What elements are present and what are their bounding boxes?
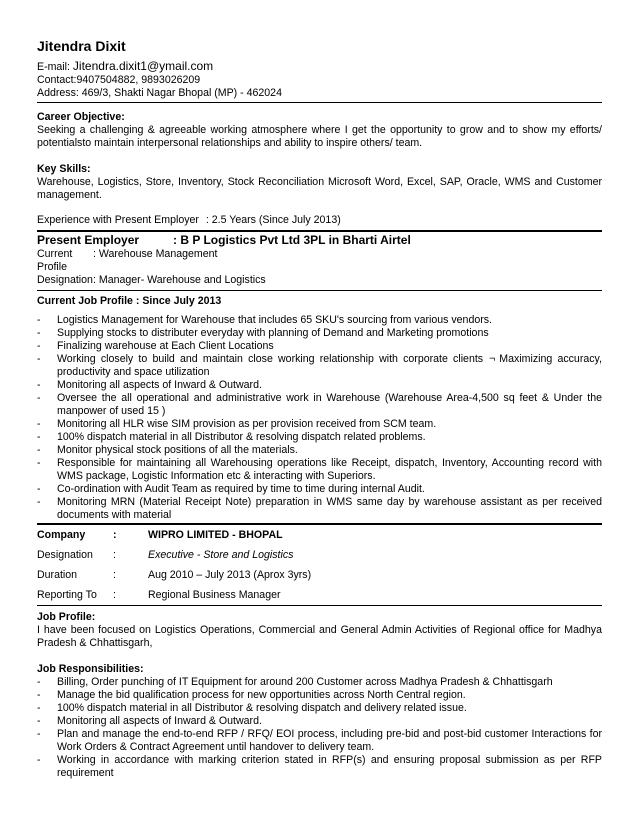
company-value: WIPRO LIMITED - BHOPAL [148, 528, 283, 541]
experience-value: : 2.5 Years (Since July 2013) [205, 214, 341, 226]
responsibilities-list [37, 676, 602, 780]
duration-value: Aug 2010 – July 2013 (Aprox 3yrs) [148, 568, 312, 581]
list-item: - Manage the bid qualification process for new opportunities across North Central region. [37, 689, 602, 702]
objective-heading: Career Objective: [37, 111, 125, 123]
present-employer-value: : B P Logistics Pvt Ltd 3PL in Bharti Airtel [173, 233, 411, 247]
experience-label: Experience with Present Employer [37, 214, 199, 226]
divider [37, 605, 602, 606]
present-employer-row [37, 233, 602, 248]
email-link[interactable]: Jitendra.dixit1@ymail.com [72, 59, 214, 73]
skills-text: Warehouse, Logistics, Store, Inventory, Stock Reconciliation Microsoft Word, Excel, SAP, Oracle, WMS and Customer management. [37, 176, 602, 201]
address-line: Address: 469/3, Shakti Nagar Bhopal (MP) - 462024 [37, 87, 282, 99]
company-colon: : [113, 528, 117, 541]
current-profile-label: Current Profile [37, 248, 73, 273]
list-item: - Working in accordance with marking criterion stated in RFP(s) and ensuring proposal submission as per RFP requirement [37, 754, 602, 780]
skills-heading: Key Skills: [37, 163, 91, 175]
list-item: - Logistics Management for Warehouse that includes 65 SKU's sourcing from various vendors. [37, 314, 602, 327]
duration-key: Duration [37, 568, 78, 581]
phone-line: Contact:9407504882, 9893026209 [37, 74, 201, 86]
list-item: - Responsible for maintaining all Warehousing operations like Receipt, dispatch, Inventory, Accounting record with WMS package, Logistic Information etc & interacting with Superiors. [37, 457, 602, 483]
resume-page [37, 38, 602, 780]
candidate-name: Jitendra Dixit [37, 38, 126, 54]
responsibilities-heading: Job Responsibilities: [37, 663, 144, 675]
list-item: - Monitor physical stock positions of all the materials. [37, 444, 602, 457]
reporting-key: Reporting To [37, 588, 97, 601]
list-item: - Oversee the all operational and administrative work in Warehouse (Warehouse Area-4,500 sq feet & Under the manpower of used 15 ) [37, 392, 602, 418]
list-item: - Monitoring all aspects of Inward & Outward. [37, 715, 602, 728]
list-item: - 100% dispatch material in all Distributor & resolving dispatch and delivery related issue. [37, 702, 602, 715]
duration-row [37, 565, 602, 585]
list-item: - Plan and manage the end-to-end RFP / RFQ/ EOI process, including pre-bid and post-bid customer Interactions for Work Orders & Contract Agreement until handover to delivery team. [37, 728, 602, 754]
list-item: - Monitoring all aspects of Inward & Outward. [37, 379, 602, 392]
list-item: - 100% dispatch material in all Distributor & resolving dispatch related problems. [37, 431, 602, 444]
current-job-heading: Current Job Profile : Since July 2013 [37, 295, 222, 307]
reporting-row [37, 585, 602, 605]
designation-value: : Manager- Warehouse and Logistics [93, 274, 266, 286]
email-label: E-mail: [37, 61, 70, 73]
list-item: - Finalizing warehouse at Each Client Locations [37, 340, 602, 353]
divider [37, 102, 602, 103]
list-item-text: Working closely to build and maintain close working relationship with corporate clients [57, 353, 484, 365]
designation-row [37, 545, 602, 565]
duration-colon: : [113, 568, 116, 581]
company-key: Company [37, 528, 86, 541]
company-table [37, 525, 602, 605]
designation-value: Executive - Store and Logistics [148, 548, 294, 561]
designation-colon: : [113, 548, 116, 561]
job-profile-text: I have been focused on Logistics Operations, Commercial and General Admin Activities of Regional office for Madhya Pradesh & Chhattisgarh, [37, 624, 602, 649]
list-item: - Monitoring all HLR wise SIM provision as per provision received from SCM team. [37, 418, 602, 431]
list-item: - Supplying stocks to distributer everyday with planning of Demand and Marketing promotions [37, 327, 602, 340]
job-profile-heading: Job Profile: [37, 611, 96, 623]
list-item: - Co-ordination with Audit Team as required by time to time during internal Audit. [37, 483, 602, 496]
company-row [37, 525, 602, 545]
list-item: - Monitoring MRN (Material Receipt Note) preparation in WMS same day by warehouse assistant as per received documents with material [37, 496, 602, 522]
objective-text: Seeking a challenging & agreeable working atmosphere where I get the opportunity to grow and to show my efforts/ potentialsto maintain interpersonal relationships and ability to inspire others/ team. [37, 124, 602, 149]
reporting-colon: : [113, 588, 116, 601]
not-sign-icon: ¬ [489, 353, 496, 365]
designation-label: Designation [37, 274, 93, 286]
email-line [37, 60, 602, 74]
current-job-list [37, 314, 602, 522]
divider [37, 230, 602, 232]
divider [37, 290, 602, 291]
current-profile-row [37, 248, 602, 274]
experience-line [37, 214, 602, 227]
designation-key: Designation [37, 548, 93, 561]
list-item: - Billing, Order punching of IT Equipment for around 200 Customer across Madhya Pradesh & Chhattisgarh [37, 676, 602, 689]
list-item-text: Maximizing accuracy, productivity and space utilization [57, 353, 602, 378]
present-employer-label: Present Employer [37, 233, 140, 247]
list-item [37, 353, 602, 379]
current-profile-value: : Warehouse Management [93, 248, 218, 260]
designation-row [37, 274, 602, 287]
reporting-value: Regional Business Manager [148, 588, 281, 601]
